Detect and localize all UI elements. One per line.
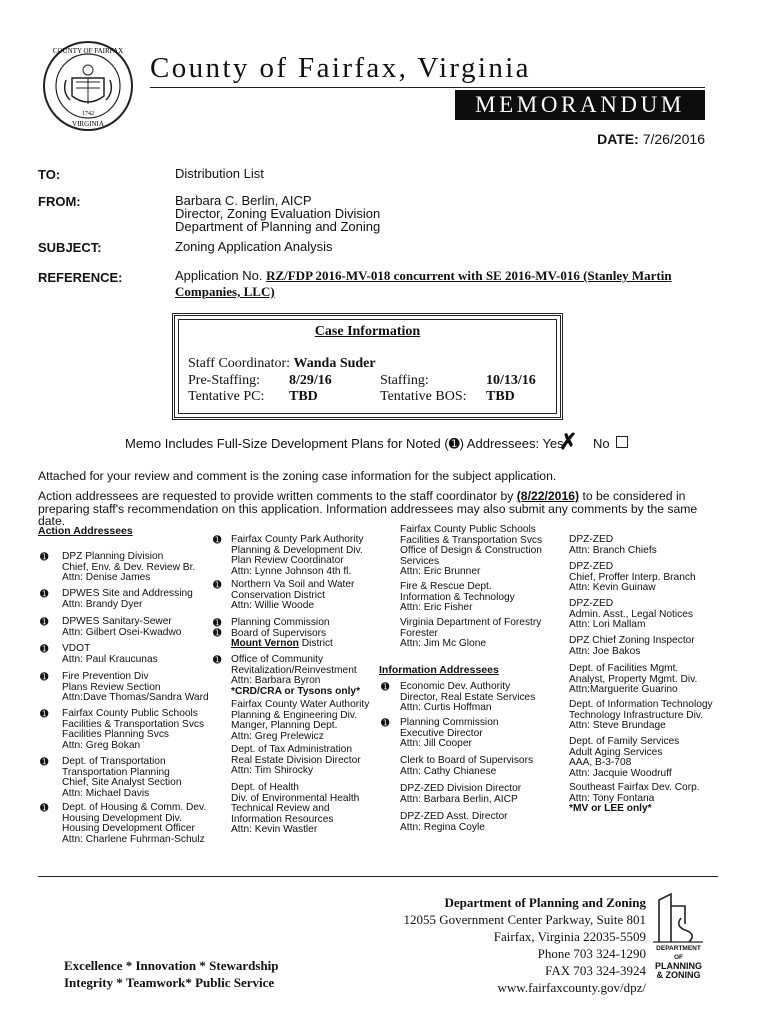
staffing-value: 10/13/16	[486, 373, 536, 388]
to-label: TO:	[38, 167, 61, 182]
bullet-icon: ➊	[40, 644, 49, 655]
memorandum-banner: MEMORANDUM	[455, 90, 705, 120]
addressee-vdot: VDOT Attn: Paul Kraucunas	[62, 643, 158, 665]
addressee-planning-commission-bos: Planning Commission Board of Supervisors Mount Vernon District	[231, 617, 333, 649]
addressee-economic-dev: Economic Dev. Authority Director, Real Estate Services Attn: Curtis Hoffman	[400, 681, 536, 713]
bullet-icon: ➊	[40, 709, 49, 720]
addressee-zed-proffer: DPZ-ZED Chief, Proffer Interp. Branch Attn: Kevin Guinaw	[569, 561, 696, 593]
addressee-ocr: Office of Community Revitalization/Reinvestment Attn: Barbara Byron *CRD/CRA or Tysons only*	[231, 654, 361, 697]
addressee-info-technology: Dept. of Information Technology Technology Infrastructure Div. Attn: Steve Brundage	[569, 699, 713, 731]
addressee-fcps-planning: Fairfax County Public Schools Facilities & Transportation Svcs Facilities Planning Svcs Attn: Greg Bokan	[62, 708, 205, 751]
reference-value: Application No. RZ/FDP 2016-MV-018 concurrent with SE 2016-MV-016 (Stanley Martin Companies, LLC)	[175, 268, 672, 299]
addressee-park-authority: Fairfax County Park Authority Planning & Development Div. Plan Review Coordinator Attn: Lynne Johnson 4th fl.	[231, 534, 364, 577]
addressee-fire-rescue: Fire & Rescue Dept. Information & Technology Attn: Eric Fisher	[400, 581, 515, 613]
from-value: Barbara C. Berlin, AICP Director, Zoning Evaluation Division Department of Planning and Zoning	[175, 193, 381, 234]
addressee-dpwes-sewer: DPWES Sanitary-Sewer Attn: Gilbert Osei-Kwadwo	[62, 616, 182, 638]
addressee-forestry: Virginia Department of Forestry Forester Attn: Jim Mc Glone	[400, 617, 542, 649]
bullet-icon: ➊	[40, 589, 49, 600]
memo-date: DATE: 7/26/2016	[597, 131, 705, 147]
bullet-icon: ➊	[40, 552, 49, 563]
tentative-pc-value: TBD	[289, 389, 318, 404]
bullet-icon: ➊	[40, 803, 49, 814]
addressee-soil-water: Northern Va Soil and Water Conservation District Attn: Willie Woode	[231, 579, 355, 611]
addressee-housing: Dept. of Housing & Comm. Dev. Housing Development Div. Housing Development Officer Attn: Charlene Fuhrman-Schulz	[62, 802, 207, 845]
prestaffing-value: 8/29/16	[289, 373, 332, 388]
bullet-icon: ➊	[213, 535, 222, 546]
action-request-paragraph: Action addressees are requested to provide written comments to the staff coordinator by (8/22/2016) to be considered in preparing staff's recommendation on this application. Information addressees may also submit any comments by the same date.	[38, 489, 698, 528]
addressee-zed-asst-director: DPZ-ZED Asst. Director Attn: Regina Coyle	[400, 811, 508, 833]
subject-label: SUBJECT:	[38, 240, 102, 255]
addressee-zed-director: DPZ-ZED Division Director Attn: Barbara Berlin, AICP	[400, 783, 522, 805]
addressee-tax-admin: Dept. of Tax Administration Real Estate Division Director Attn: Tim Shirocky	[231, 744, 361, 776]
addressee-family-services: Dept. of Family Services Adult Aging Services AAA, B-3-708 Attn: Jacquie Woodruff	[569, 736, 680, 779]
bullet-icon: ➊	[381, 682, 390, 693]
department-address: Department of Planning and Zoning 12055 Government Center Parkway, Suite 801 Fairfax, Virginia 22035-5509 Phone 703 324-1290 FAX 703 324-3924 www.fairfaxcounty.gov/dpz/	[380, 894, 646, 996]
addressee-fire-prevention: Fire Prevention Div Plans Review Section Attn:Dave Thomas/Sandra Ward	[62, 671, 209, 703]
staff-coordinator: Staff Coordinator: Wanda Suder	[188, 356, 376, 371]
addressee-dpwes-site: DPWES Site and Addressing Attn: Brandy Dyer	[62, 588, 193, 610]
footer-divider	[38, 876, 718, 877]
bullet-icon: ➊	[213, 655, 222, 666]
full-size-plans-note: Memo Includes Full-Size Development Plans for Noted (➊) Addressees: Yes	[125, 436, 564, 451]
bullet-icon: ➊	[213, 580, 222, 591]
to-value: Distribution List	[175, 166, 264, 181]
staffing-label: Staffing:	[380, 373, 429, 388]
addressee-health: Dept. of Health Div. of Environmental Health Technical Review and Information Resources Attn: Kevin Wastler	[231, 782, 360, 835]
no-label: No	[593, 436, 610, 451]
information-addressees-heading: Information Addressees	[379, 664, 499, 676]
county-motto: Excellence * Innovation * Stewardship Integrity * Teamwork* Public Service	[64, 958, 279, 990]
svg-text:COUNTY OF FAIRFAX: COUNTY OF FAIRFAX	[52, 47, 124, 55]
bullet-icon: ➊	[40, 672, 49, 683]
bullet-icon: ➊	[213, 628, 222, 639]
tentative-pc-label: Tentative PC:	[188, 389, 265, 404]
addressee-clerk-bos: Clerk to Board of Supervisors Attn: Cathy Chianese	[400, 755, 534, 777]
addressee-facilities-mgmt: Dept. of Facilities Mgmt. Analyst, Property Mgmt. Div. Attn:Marguerite Guarino	[569, 663, 698, 695]
reference-label: REFERENCE:	[38, 270, 123, 285]
addressee-southeast-fairfax: Southeast Fairfax Dev. Corp. Attn: Tony Fontana *MV or LEE only*	[569, 782, 700, 814]
department-website: www.fairfaxcounty.gov/dpz/	[497, 980, 646, 995]
addressee-zoning-inspector: DPZ Chief Zoning Inspector Attn: Joe Bakos	[569, 635, 695, 657]
county-title: County of Fairfax, Virginia	[150, 52, 531, 84]
bullet-icon: ➊	[40, 757, 49, 768]
addressee-water-authority: Fairfax County Water Authority Planning & Engineering Div. Manger, Planning Dept. Attn: Greg Prelewicz	[231, 699, 370, 742]
title-divider	[150, 87, 705, 88]
dpz-logo-text: DEPARTMENT OF PLANNING & ZONING	[655, 945, 702, 980]
case-info-title: Case Information	[314, 324, 421, 339]
addressee-fcps-design: Fairfax County Public Schools Facilities & Transportation Svcs Office of Design & Construction Services Attn: Eric Brunner	[400, 524, 543, 577]
tentative-bos-label: Tentative BOS:	[380, 389, 467, 404]
prestaffing-label: Pre-Staffing:	[188, 373, 261, 388]
svg-text:1742: 1742	[82, 111, 94, 117]
subject-value: Zoning Application Analysis	[175, 239, 333, 254]
from-label: FROM:	[38, 194, 81, 209]
addressee-zed-legal-notices: DPZ-ZED Admin. Asst., Legal Notices Attn: Lori Mallam	[569, 598, 694, 630]
county-seal-logo	[42, 40, 134, 132]
addressee-dpz-planning: DPZ Planning Division Chief, Env. & Dev. Review Br. Attn: Denise James	[62, 551, 196, 583]
bullet-icon: ➊	[40, 617, 49, 628]
addressee-transportation: Dept. of Transportation Transportation Planning Chief, Site Analyst Section Attn: Michael Davis	[62, 756, 182, 799]
yes-checkmark-icon: ✗	[559, 429, 578, 454]
bullet-icon: ➊	[213, 618, 222, 629]
no-checkbox	[616, 436, 628, 448]
addressee-pc-executive: Planning Commission Executive Director Attn: Jill Cooper	[400, 717, 499, 749]
action-addressees-heading: Action Addressees	[38, 525, 133, 537]
bullet-icon: ➊	[381, 718, 390, 729]
tentative-bos-value: TBD	[486, 389, 515, 404]
svg-text:VIRGINIA: VIRGINIA	[72, 120, 104, 128]
attached-paragraph: Attached for your review and comment is the zoning case information for the subject application.	[38, 469, 557, 483]
addressee-zed-branch-chiefs: DPZ-ZED Attn: Branch Chiefs	[569, 534, 657, 556]
